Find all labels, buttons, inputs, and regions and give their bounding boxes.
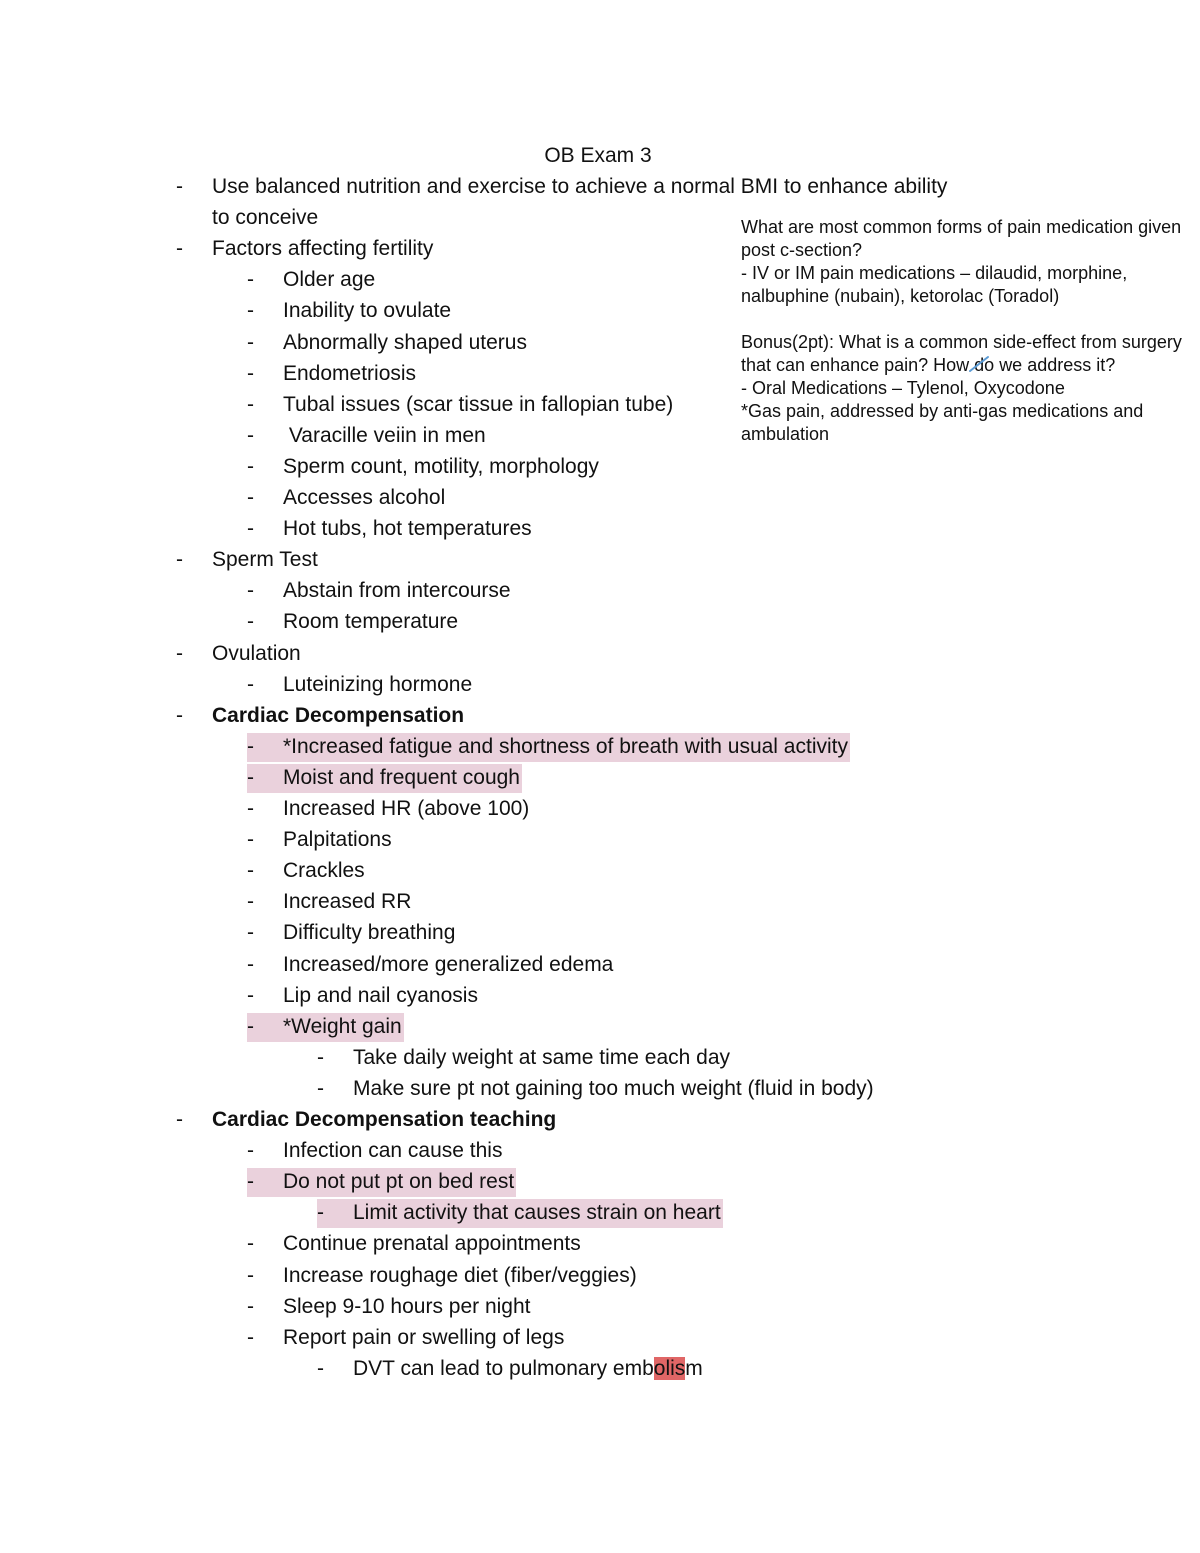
bullet-dash: - [247, 828, 254, 852]
bullet-dash: - [176, 641, 183, 665]
outline-item-text: Ovulation [212, 641, 301, 665]
outline-line [0, 825, 1200, 856]
outline-item-text: Abstain from intercourse [283, 579, 511, 603]
bullet-dash: - [247, 361, 254, 385]
outline-item-text: Limit activity that causes strain on heart [353, 1201, 721, 1225]
bullet-dash: - [247, 1170, 254, 1194]
outline-item-text: Increase roughage diet (fiber/veggies) [283, 1263, 637, 1287]
outline-line [0, 1261, 1200, 1292]
outline-line [0, 576, 1200, 607]
outline-item-text: Factors affecting fertility [212, 237, 434, 261]
outline-item-text: Take daily weight at same time each day [353, 1045, 731, 1069]
outline-item-text: Lip and nail cyanosis [283, 983, 478, 1007]
outline-item-text: Inability to ovulate [283, 299, 452, 323]
bullet-dash: - [247, 672, 254, 696]
outline-line [0, 887, 1200, 918]
outline-item-text: Varacille veiin in men [283, 423, 486, 447]
outline-line [0, 670, 1200, 701]
outline-line [0, 763, 1200, 794]
outline-line [0, 1229, 1200, 1260]
outline-line [0, 172, 1200, 203]
sidebar-answer-2: - Oral Medications – Tylenol, Oxycodone [741, 378, 1065, 398]
bullet-dash: - [247, 1294, 254, 1318]
outline-item-text: Difficulty breathing [283, 921, 456, 945]
outline-item-text: Room temperature [283, 610, 459, 634]
bullet-dash: - [247, 734, 254, 758]
outline-line [0, 1354, 1200, 1385]
outline-item-text: Crackles [283, 859, 365, 883]
bullet-dash: - [247, 330, 254, 354]
bullet-dash: - [247, 454, 254, 478]
bullet-dash: - [317, 1045, 324, 1069]
bullet-dash: - [247, 299, 254, 323]
bullet-dash: - [247, 921, 254, 945]
outline-item-text: Abnormally shaped uterus [283, 330, 527, 354]
outline-item-text: Luteinizing hormone [283, 672, 473, 696]
outline-line [0, 607, 1200, 638]
outline-line [0, 545, 1200, 576]
bullet-dash: - [247, 579, 254, 603]
outline-item-text: Accesses alcohol [283, 486, 446, 509]
outline-line [0, 1074, 1200, 1105]
outline-item-text: *Weight gain [283, 1014, 402, 1038]
outline-line [0, 483, 1200, 514]
sidebar-question-1: What are most common forms of pain medication given post c-section? [741, 217, 1182, 260]
outline-item-text: Cardiac Decompensation [212, 703, 465, 727]
sidebar-answer-3: *Gas pain, addressed by anti-gas medications and ambulation [741, 401, 1144, 444]
sidebar-answer-1: - IV or IM pain medications – dilaudid, morphine, nalbuphine (nubain), ketorolac (Toradol) [741, 263, 1128, 306]
bullet-dash: - [176, 548, 183, 572]
outline-item-text: Hot tubs, hot temperatures [283, 517, 532, 541]
bullet-dash: - [247, 765, 254, 789]
outline-line [0, 1323, 1200, 1354]
page-title: OB Exam 3 [544, 144, 652, 167]
bullet-dash: - [247, 486, 254, 509]
outline-item-text: Sleep 9-10 hours per night [283, 1294, 531, 1318]
pen-stroke-mark [968, 354, 992, 374]
outline-line [0, 918, 1200, 949]
sidebar-notes [741, 216, 1196, 446]
bullet-dash: - [247, 392, 254, 416]
bullet-dash: - [247, 983, 254, 1007]
bullet-dash: - [176, 703, 183, 727]
bullet-dash: - [247, 1263, 254, 1287]
bullet-dash: - [176, 1108, 183, 1131]
bullet-dash: - [247, 1325, 254, 1349]
outline-item-text: Palpitations [283, 828, 392, 852]
outline-line [0, 981, 1200, 1012]
outline-line [0, 1167, 1200, 1198]
bullet-dash: - [247, 859, 254, 883]
bullet-dash: - [317, 1356, 324, 1380]
outline-line [0, 856, 1200, 887]
outline-line [0, 1105, 1200, 1136]
outline-line [0, 794, 1200, 825]
outline-item-text: Increased HR (above 100) [283, 797, 530, 820]
bullet-dash: - [247, 797, 254, 820]
outline-item-text: Do not put pt on bed rest [283, 1170, 515, 1194]
outline-item-text: Tubal issues (scar tissue in fallopian tube) [283, 392, 674, 416]
outline-item-text: to conceive [212, 206, 319, 230]
outline-line [0, 1136, 1200, 1167]
bullet-dash: - [247, 1014, 254, 1038]
outline-line [0, 950, 1200, 981]
outline-line [0, 732, 1200, 763]
outline-item-text: Continue prenatal appointments [283, 1232, 581, 1256]
outline-item-text: Sperm count, motility, morphology [283, 454, 599, 478]
outline-line [0, 1043, 1200, 1074]
outline-item-text: Report pain or swelling of legs [283, 1325, 565, 1349]
outline-item-text: Older age [283, 268, 376, 292]
outline-item-text: Sperm Test [212, 548, 318, 572]
bullet-dash: - [317, 1076, 324, 1100]
outline-line [0, 1292, 1200, 1323]
bullet-dash: - [247, 517, 254, 541]
outline-line [0, 514, 1200, 545]
bullet-dash: - [247, 1139, 254, 1163]
bullet-dash: - [247, 952, 254, 976]
outline-line [0, 452, 1200, 483]
bullet-dash: - [247, 423, 254, 447]
outline-item-text: Make sure pt not gaining too much weight (fluid in body) [353, 1076, 874, 1100]
bullet-dash: - [247, 268, 254, 292]
outline-item-text: Infection can cause this [283, 1139, 503, 1163]
red-highlight: olis [653, 1356, 686, 1380]
outline-item-text: Moist and frequent cough [283, 765, 520, 789]
sidebar-question-2: Bonus(2pt): What is a common side-effect from surgery that can enhance pain? How do we address it? [741, 332, 1182, 375]
bullet-dash: - [247, 610, 254, 634]
outline-item-text: Cardiac Decompensation teaching [212, 1108, 557, 1131]
outline-item-text: Use balanced nutrition and exercise to achieve a normal BMI to enhance ability [212, 175, 948, 198]
outline-line [0, 639, 1200, 670]
bullet-dash: - [247, 1232, 254, 1256]
bullet-dash: - [176, 175, 183, 198]
outline-line [0, 1012, 1200, 1043]
bullet-dash: - [317, 1201, 324, 1225]
outline-line [0, 1198, 1200, 1229]
outline-item-text: Endometriosis [283, 361, 417, 385]
bullet-dash: - [247, 890, 254, 914]
bullet-dash: - [176, 237, 183, 261]
outline-line [0, 701, 1200, 732]
outline-item-text: Increased/more generalized edema [283, 952, 614, 976]
outline-item-text: *Increased fatigue and shortness of breath with usual activity [283, 734, 848, 758]
outline-item-text: Increased RR [283, 890, 412, 914]
outline-item-text: DVT can lead to pulmonary embolism [353, 1356, 703, 1380]
